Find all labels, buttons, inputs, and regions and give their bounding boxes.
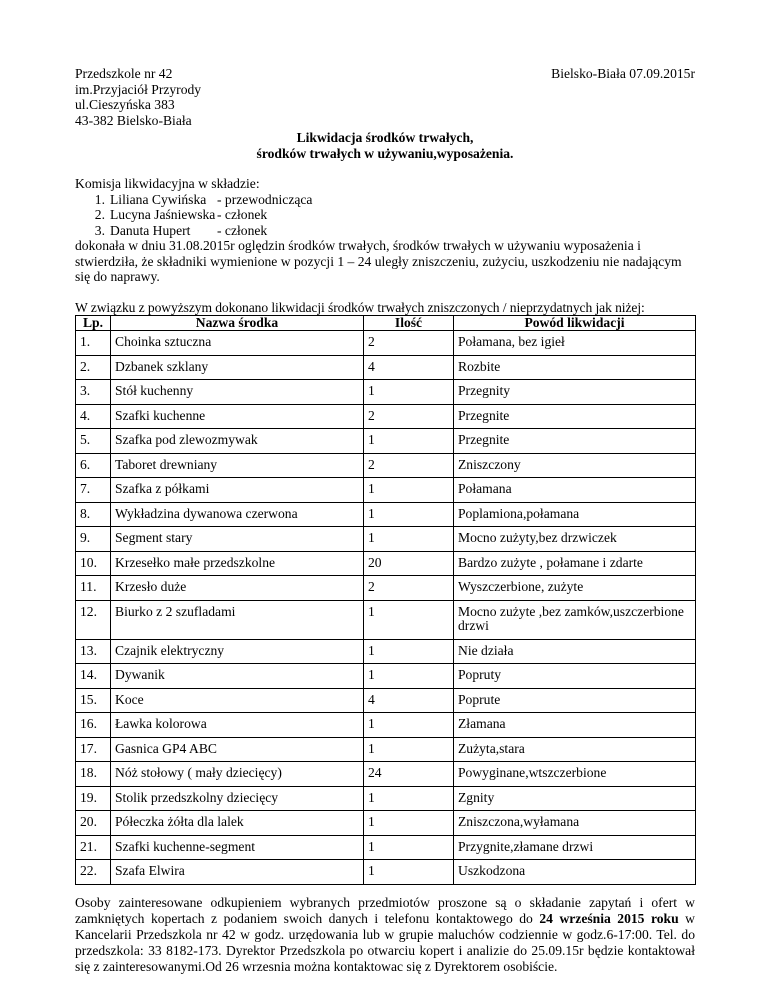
cell-reason: Przegnity (454, 380, 696, 405)
cell-item-name: Segment stary (111, 527, 364, 552)
cell-reason: Zgnity (454, 786, 696, 811)
table-row (76, 527, 696, 552)
cell-lp: 21. (76, 835, 111, 860)
header-name: Nazwa środka (111, 316, 364, 331)
cell-item-name: Dzbanek szklany (111, 355, 364, 380)
cell-item-name: Stolik przedszkolny dziecięcy (111, 786, 364, 811)
table-row (76, 811, 696, 836)
cell-item-name: Biurko z 2 szufladami (111, 600, 364, 639)
document-title (75, 130, 695, 161)
cell-lp: 8. (76, 502, 111, 527)
cell-reason: Mocno zużyty,bez drzwiczek (454, 527, 696, 552)
member-role: - członek (217, 222, 268, 238)
liquidation-table (75, 315, 696, 885)
cell-reason: Uszkodzona (454, 860, 696, 885)
cell-lp: 13. (76, 639, 111, 664)
cell-lp: 6. (76, 453, 111, 478)
footer-paragraph (75, 895, 695, 975)
footer-text: w Kancelarii Przedszkola nr 42 w godz. urzędowania lub w grupie maluchów codziennie w godz.6-17:00. Tel. do przedszkola: 33 8182-173. Dyrektor Przedszkola po otwarciu kopert i analizie do 25.09.15r będzie kontaktował się z zainteresowanymi.Od 26 wrzesnia można kontaktowac się z Dyrektorem osobiście. (75, 910, 696, 974)
cell-item-name: Stół kuchenny (111, 380, 364, 405)
cell-reason: Poprute (454, 688, 696, 713)
document-header (75, 66, 695, 130)
cell-quantity: 1 (364, 502, 454, 527)
member-number: 2. (94, 207, 105, 222)
header-quantity: Ilość (364, 316, 454, 331)
cell-reason: Złamana (454, 713, 696, 738)
cell-lp: 12. (76, 600, 111, 639)
table-header-row (76, 316, 696, 331)
table-row (76, 502, 696, 527)
cell-reason: Nie działa (454, 639, 696, 664)
cell-quantity: 2 (364, 331, 454, 356)
cell-item-name: Szafka z półkami (111, 478, 364, 503)
cell-quantity: 1 (364, 600, 454, 639)
table-row (76, 600, 696, 639)
table-row (76, 786, 696, 811)
cell-item-name: Ławka kolorowa (111, 713, 364, 738)
cell-reason: Wyszczerbione, zużyte (454, 576, 696, 601)
commission-intro: Komisja likwidacyjna w składzie: (75, 176, 260, 191)
member-name: Lucyna Jaśniewska (110, 207, 216, 222)
cell-reason: Przygnite,złamane drzwi (454, 835, 696, 860)
cell-quantity: 2 (364, 453, 454, 478)
offer-deadline: 24 września 2015 roku (539, 910, 679, 926)
header-reason: Powód likwidacji (454, 316, 696, 331)
table-row (76, 664, 696, 689)
cell-item-name: Półeczka żółta dla lalek (111, 811, 364, 836)
cell-lp: 4. (76, 404, 111, 429)
cell-reason: Zniszczona,wyłamana (454, 811, 696, 836)
cell-reason: Przegnite (454, 429, 696, 454)
cell-quantity: 1 (364, 786, 454, 811)
cell-reason: Połamana (454, 478, 696, 503)
table-lead-text: W związku z powyższym dokonano likwidacji środków trwałych zniszczonych / nieprzydatnych jak niżej: (75, 299, 645, 315)
member-item (75, 207, 695, 223)
cell-lp: 18. (76, 762, 111, 787)
table-row (76, 331, 696, 356)
header-lp: Lp. (76, 316, 111, 331)
cell-quantity: 1 (364, 713, 454, 738)
cell-lp: 19. (76, 786, 111, 811)
cell-lp: 7. (76, 478, 111, 503)
cell-item-name: Krzesło duże (111, 576, 364, 601)
cell-reason: Popruty (454, 664, 696, 689)
cell-reason: Zniszczony (454, 453, 696, 478)
cell-reason: Poplamiona,połamana (454, 502, 696, 527)
table-row (76, 835, 696, 860)
cell-quantity: 4 (364, 355, 454, 380)
cell-item-name: Szafki kuchenne (111, 404, 364, 429)
cell-quantity: 24 (364, 762, 454, 787)
table-row (76, 688, 696, 713)
cell-lp: 22. (76, 860, 111, 885)
table-row (76, 355, 696, 380)
table-row (76, 551, 696, 576)
cell-quantity: 20 (364, 551, 454, 576)
table-row (76, 762, 696, 787)
cell-lp: 1. (76, 331, 111, 356)
cell-item-name: Koce (111, 688, 364, 713)
cell-quantity: 1 (364, 664, 454, 689)
cell-item-name: Krzesełko małe przedszkolne (111, 551, 364, 576)
footer-text: Osoby zainteresowane odkupieniem wybranych przedmiotów proszone są o składanie zapytań i ofert w zamkniętych kopertach z podaniem swoich danych i telefonu kontaktowego do (75, 894, 695, 926)
cell-item-name: Gasnica GP4 ABC (111, 737, 364, 762)
cell-lp: 3. (76, 380, 111, 405)
table-body (76, 331, 696, 885)
member-item (75, 192, 695, 208)
cell-item-name: Nóż stołowy ( mały dziecięcy) (111, 762, 364, 787)
cell-item-name: Dywanik (111, 664, 364, 689)
table-row (76, 429, 696, 454)
cell-lp: 20. (76, 811, 111, 836)
member-role: - przewodnicząca (217, 191, 313, 207)
place-and-date: Bielsko-Biała 07.09.2015r (551, 66, 695, 81)
member-name: Liliana Cywińska (110, 191, 207, 207)
cell-item-name: Szafa Elwira (111, 860, 364, 885)
cell-reason: Rozbite (454, 355, 696, 380)
member-item (75, 223, 695, 239)
cell-lp: 9. (76, 527, 111, 552)
member-role: - członek (217, 207, 268, 222)
cell-quantity: 1 (364, 737, 454, 762)
cell-lp: 14. (76, 664, 111, 689)
cell-lp: 17. (76, 737, 111, 762)
table-row (76, 860, 696, 885)
sender-line: Przedszkole nr 42 (75, 66, 173, 81)
table-row (76, 453, 696, 478)
table-row (76, 576, 696, 601)
sender-line: im.Przyjaciół Przyrody (75, 81, 202, 97)
table-row (76, 713, 696, 738)
table-row (76, 639, 696, 664)
title-line: środków trwałych w używaniu,wyposażenia. (256, 145, 514, 161)
cell-reason: Powyginane,wtszczerbione (454, 762, 696, 787)
cell-lp: 16. (76, 713, 111, 738)
cell-lp: 2. (76, 355, 111, 380)
member-name: Danuta Hupert (110, 222, 191, 238)
cell-reason: Połamana, bez igieł (454, 331, 696, 356)
cell-quantity: 1 (364, 478, 454, 503)
cell-item-name: Czajnik elektryczny (111, 639, 364, 664)
cell-lp: 5. (76, 429, 111, 454)
title-line: Likwidacja środków trwałych, (296, 130, 474, 145)
table-row (76, 404, 696, 429)
cell-item-name: Taboret drewniany (111, 453, 364, 478)
table-row (76, 380, 696, 405)
cell-quantity: 2 (364, 576, 454, 601)
cell-quantity: 1 (364, 811, 454, 836)
cell-quantity: 1 (364, 835, 454, 860)
cell-reason: Bardzo zużyte , połamane i zdarte (454, 551, 696, 576)
commission-members (75, 192, 695, 239)
sender-line: 43-382 Bielsko-Biała (75, 112, 192, 128)
cell-item-name: Wykładzina dywanowa czerwona (111, 502, 364, 527)
cell-reason: Mocno zużyte ,bez zamków,uszczerbione drzwi (454, 600, 696, 639)
cell-lp: 15. (76, 688, 111, 713)
table-row (76, 478, 696, 503)
cell-quantity: 1 (364, 429, 454, 454)
cell-quantity: 1 (364, 527, 454, 552)
sender-line: ul.Cieszyńska 383 (75, 97, 175, 112)
cell-item-name: Szafka pod zlewozmywak (111, 429, 364, 454)
cell-quantity: 1 (364, 860, 454, 885)
inspection-paragraph: dokonała w dniu 31.08.2015r oględzin środków trwałych, środków trwałych w używaniu wyposażenia i stwierdziła, że składniki wymienione w pozycji 1 – 24 uległy zniszczeniu, zużyciu, uszkodzeniu nie nadającym się do naprawy. (75, 238, 682, 284)
cell-reason: Zużyta,stara (454, 737, 696, 762)
cell-item-name: Szafki kuchenne-segment (111, 835, 364, 860)
cell-quantity: 2 (364, 404, 454, 429)
cell-quantity: 4 (364, 688, 454, 713)
cell-item-name: Choinka sztuczna (111, 331, 364, 356)
cell-quantity: 1 (364, 639, 454, 664)
cell-lp: 10. (76, 551, 111, 576)
member-number: 3. (94, 222, 105, 238)
table-row (76, 737, 696, 762)
cell-lp: 11. (76, 576, 111, 601)
member-number: 1. (94, 191, 105, 207)
document-page (75, 66, 695, 988)
cell-quantity: 1 (364, 380, 454, 405)
cell-reason: Przegnite (454, 404, 696, 429)
